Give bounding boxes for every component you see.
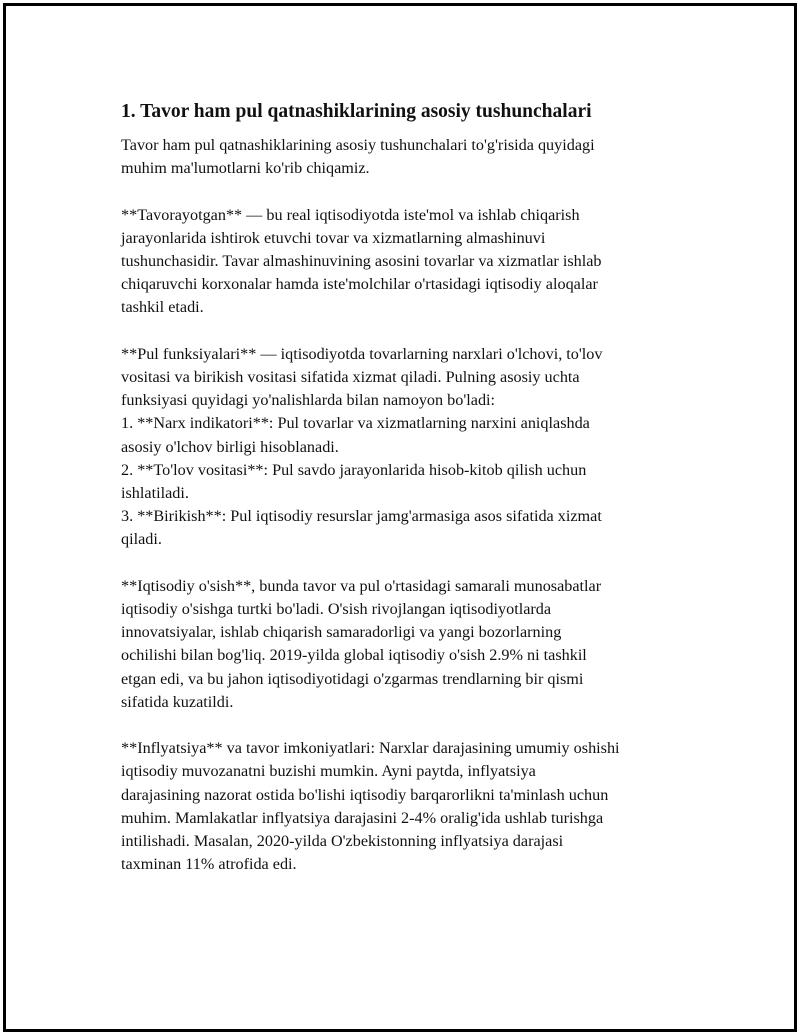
text-line: iqtisodiy muvozanatni buzishi mumkin. Ayni paytda, inflyatsiya [121, 762, 536, 781]
text-line: jarayonlarida ishtirok etuvchi tovar va xizmatlarning almashinuvi [121, 228, 546, 247]
list-item-line: 1. **Narx indikatori**: Pul tovarlar va xizmatlarning narxini aniqlashda [121, 414, 590, 433]
text-line: taxminan 11% atrofida edi. [121, 855, 297, 874]
text-line: iqtisodiy o'sishga turtki bo'ladi. O'sish rivojlangan iqtisodiyotlarda [121, 600, 552, 619]
text-line: muhim ma'lumotlarni ko'rib chiqamiz. [121, 159, 370, 178]
text-line: tashkil etadi. [121, 298, 204, 317]
text-line: vositasi va birikish vositasi sifatida xizmat qiladi. Pulning asosiy uchta [121, 368, 580, 386]
text-line: innovatsiyalar, ishlab chiqarish samaradorligi va yangi bozorlarning [121, 623, 562, 642]
text-line: darajasining nazorat ostida bo'lishi iqtisodiy barqarorlikni ta'minlash uchun [121, 785, 609, 804]
page-frame [3, 3, 797, 1032]
text-line: funksiyasi quyidagi yo'nalishlarda bilan namoyon bo'ladi: [121, 391, 496, 410]
text-line: tushunchasidir. Tavar almashinuvining asosini tovarlar va xizmatlar ishlab [121, 252, 602, 270]
text-line: **Iqtisodiy o'sish**, bunda tavor va pul o'rtasidagi samarali munosabatlar [121, 576, 602, 595]
list-item-line: 3. **Birikish**: Pul iqtisodiy resurslar jamg'armasiga asos sifatida xizmat [121, 507, 602, 526]
paragraph-intro [121, 134, 696, 180]
text-line: ochilishi bilan bog'liq. 2019-yilda global iqtisodiy o'sish 2.9% ni tashkil [121, 646, 587, 665]
text-line: intilishadi. Masalan, 2020-yilda O'zbekistonning inflyatsiya darajasi [121, 832, 564, 851]
text-line: **Pul funksiyalari** — iqtisodiyotda tovarlarning narxlari o'lchovi, to'lov [121, 344, 603, 363]
list-item-line: ishlatiladi. [121, 484, 189, 503]
list-item-line: asosiy o'lchov birligi hisoblanadi. [121, 437, 339, 456]
text-line: etgan edi, va bu jahon iqtisodiyotidagi o'zgarmas trendlarning bir qismi [121, 669, 584, 688]
text-line: sifatida kuzatildi. [121, 692, 234, 711]
paragraph-pul-funksiyalari [121, 343, 696, 552]
paragraph-inflyatsiya [121, 737, 696, 876]
text-line: **Inflyatsiya** va tavor imkoniyatlari: Narxlar darajasining umumiy oshishi [121, 739, 620, 758]
list-item-line: qiladi. [121, 530, 162, 549]
text-line: chiqaruvchi korxonalar hamda iste'molchilar o'rtasidagi iqtisodiy aloqalar [121, 275, 598, 294]
text-line: muhim. Mamlakatlar inflyatsiya darajasini 2-4% oralig'ida ushlab turishga [121, 808, 604, 827]
document-title: 1. Tavor ham pul qatnashiklarining asosiy tushunchalari [121, 101, 592, 122]
document-body [121, 99, 696, 900]
text-line: Tavor ham pul qatnashiklarining asosiy tushunchalari to'g'risida quyidagi [121, 136, 595, 154]
text-line: **Tavorayotgan** — bu real iqtisodiyotda iste'mol va ishlab chiqarish [121, 205, 580, 224]
list-item-line: 2. **To'lov vositasi**: Pul savdo jarayonlarida hisob-kitob qilish uchun [121, 460, 587, 479]
paragraph-iqtisodiy-osish [121, 575, 696, 714]
paragraph-tavorayotgan [121, 204, 696, 320]
